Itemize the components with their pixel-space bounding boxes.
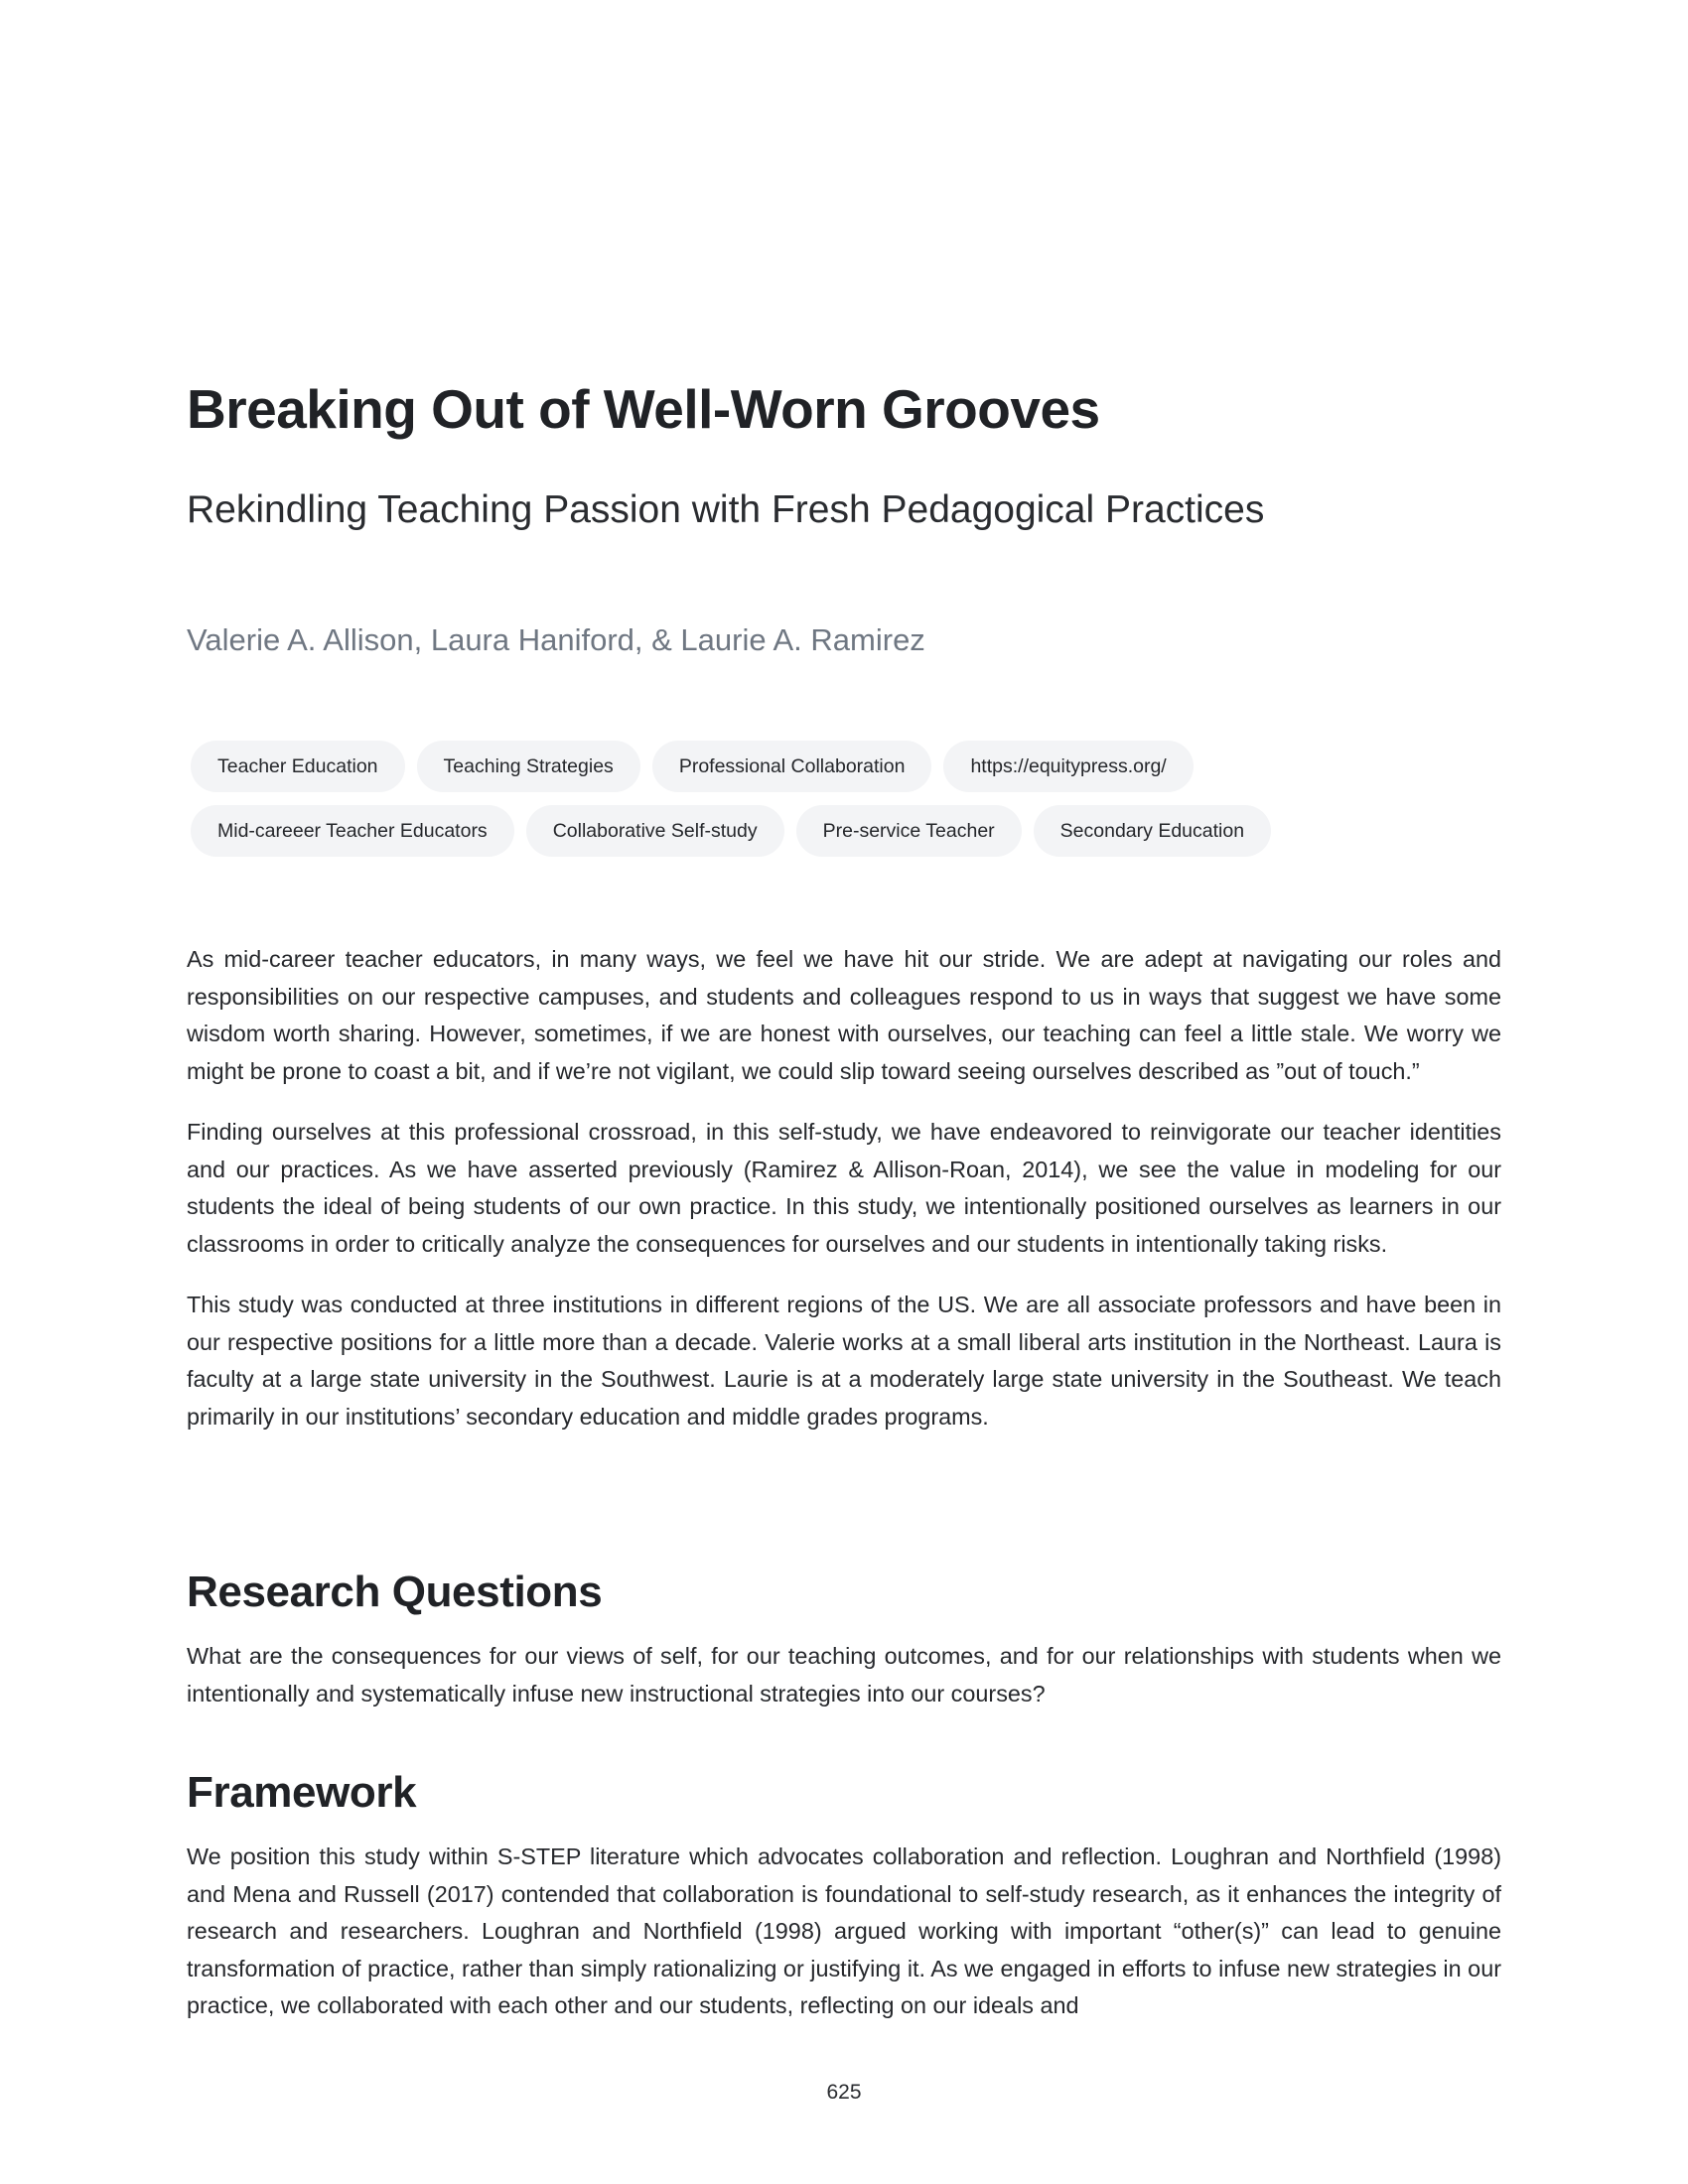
article-subtitle: Rekindling Teaching Passion with Fresh Pedagogical Practices <box>187 488 1265 531</box>
tag-secondary-education[interactable]: Secondary Education <box>1034 805 1271 857</box>
intro-paragraph-3: This study was conducted at three institutions in different regions of the US. We are all associate professors and have been in our respective positions for a little more than a decade. Valerie works at a small liberal arts institution in the Northeast. Laura is faculty at a large state university in the Southwest. Laurie is at a moderately large state university in the Southeast. We teach primarily in our institutions’ secondary education and middle grades programs. <box>187 1292 1501 1430</box>
tag-equitypress-link[interactable]: https://equitypress.org/ <box>943 741 1193 792</box>
tag-pre-service-teacher[interactable]: Pre-service Teacher <box>796 805 1022 857</box>
article-authors: Valerie A. Allison, Laura Haniford, & Laurie A. Ramirez <box>187 622 925 657</box>
keyword-tags <box>191 741 1481 870</box>
research-questions-paragraph: What are the consequences for our views of self, for our teaching outcomes, and for our relationships with students when we intentionally and systematically infuse new instructional strategies into our courses? <box>187 1643 1501 1706</box>
framework-heading: Framework <box>187 1768 417 1817</box>
tag-row-1 <box>191 741 1481 792</box>
article-title: Breaking Out of Well-Worn Grooves <box>187 378 1100 440</box>
introduction-section <box>187 941 1501 1459</box>
intro-paragraph-2: Finding ourselves at this professional crossroad, in this self-study, we have endeavored to reinvigorate our teacher identities and our practices. As we have asserted previously (Ramirez & Allison-Roan, 2014), we see the value in modeling for our students the ideal of being students of our own practice. In this study, we intentionally positioned ourselves as learners in our classrooms in order to critically analyze the consequences for ourselves and our students in intentionally taking risks. <box>187 1119 1501 1257</box>
research-questions-section <box>187 1638 1501 1736</box>
tag-teaching-strategies[interactable]: Teaching Strategies <box>417 741 640 792</box>
document-page <box>187 0 1501 2184</box>
tag-teacher-education[interactable]: Teacher Education <box>191 741 405 792</box>
intro-paragraph-1: As mid-career teacher educators, in many ways, we feel we have hit our stride. We are adept at navigating our roles and responsibilities on our respective campuses, and students and colleagues respond to us in ways that suggest we have some wisdom worth sharing. However, sometimes, if we are honest with ourselves, our teaching can feel a little stale. We worry we might be prone to coast a bit, and if we’re not vigilant, we could slip toward seeing ourselves described as ”out of touch.” <box>187 946 1501 1084</box>
tag-row-2 <box>191 805 1481 857</box>
framework-paragraph: We position this study within S-STEP literature which advocates collaboration and reflection. Loughran and Northfield (1998) and Mena and Russell (2017) contended that collaboration is foundational to self-study research, as it enhances the integrity of research and researchers. Loughran and Northfield (1998) argued working with important “other(s)” can lead to genuine transformation of practice, rather than simply rationalizing or justifying it. As we engaged in efforts to infuse new strategies in our practice, we collaborated with each other and our students, reflecting on our ideals and <box>187 1843 1501 2018</box>
page-number: 625 <box>826 2081 862 2104</box>
research-questions-heading: Research Questions <box>187 1568 603 1616</box>
tag-collaborative-self-study[interactable]: Collaborative Self-study <box>526 805 784 857</box>
tag-mid-career-teacher-educators[interactable]: Mid-careeer Teacher Educators <box>191 805 514 857</box>
framework-section <box>187 1839 1501 2049</box>
tag-professional-collaboration[interactable]: Professional Collaboration <box>652 741 932 792</box>
